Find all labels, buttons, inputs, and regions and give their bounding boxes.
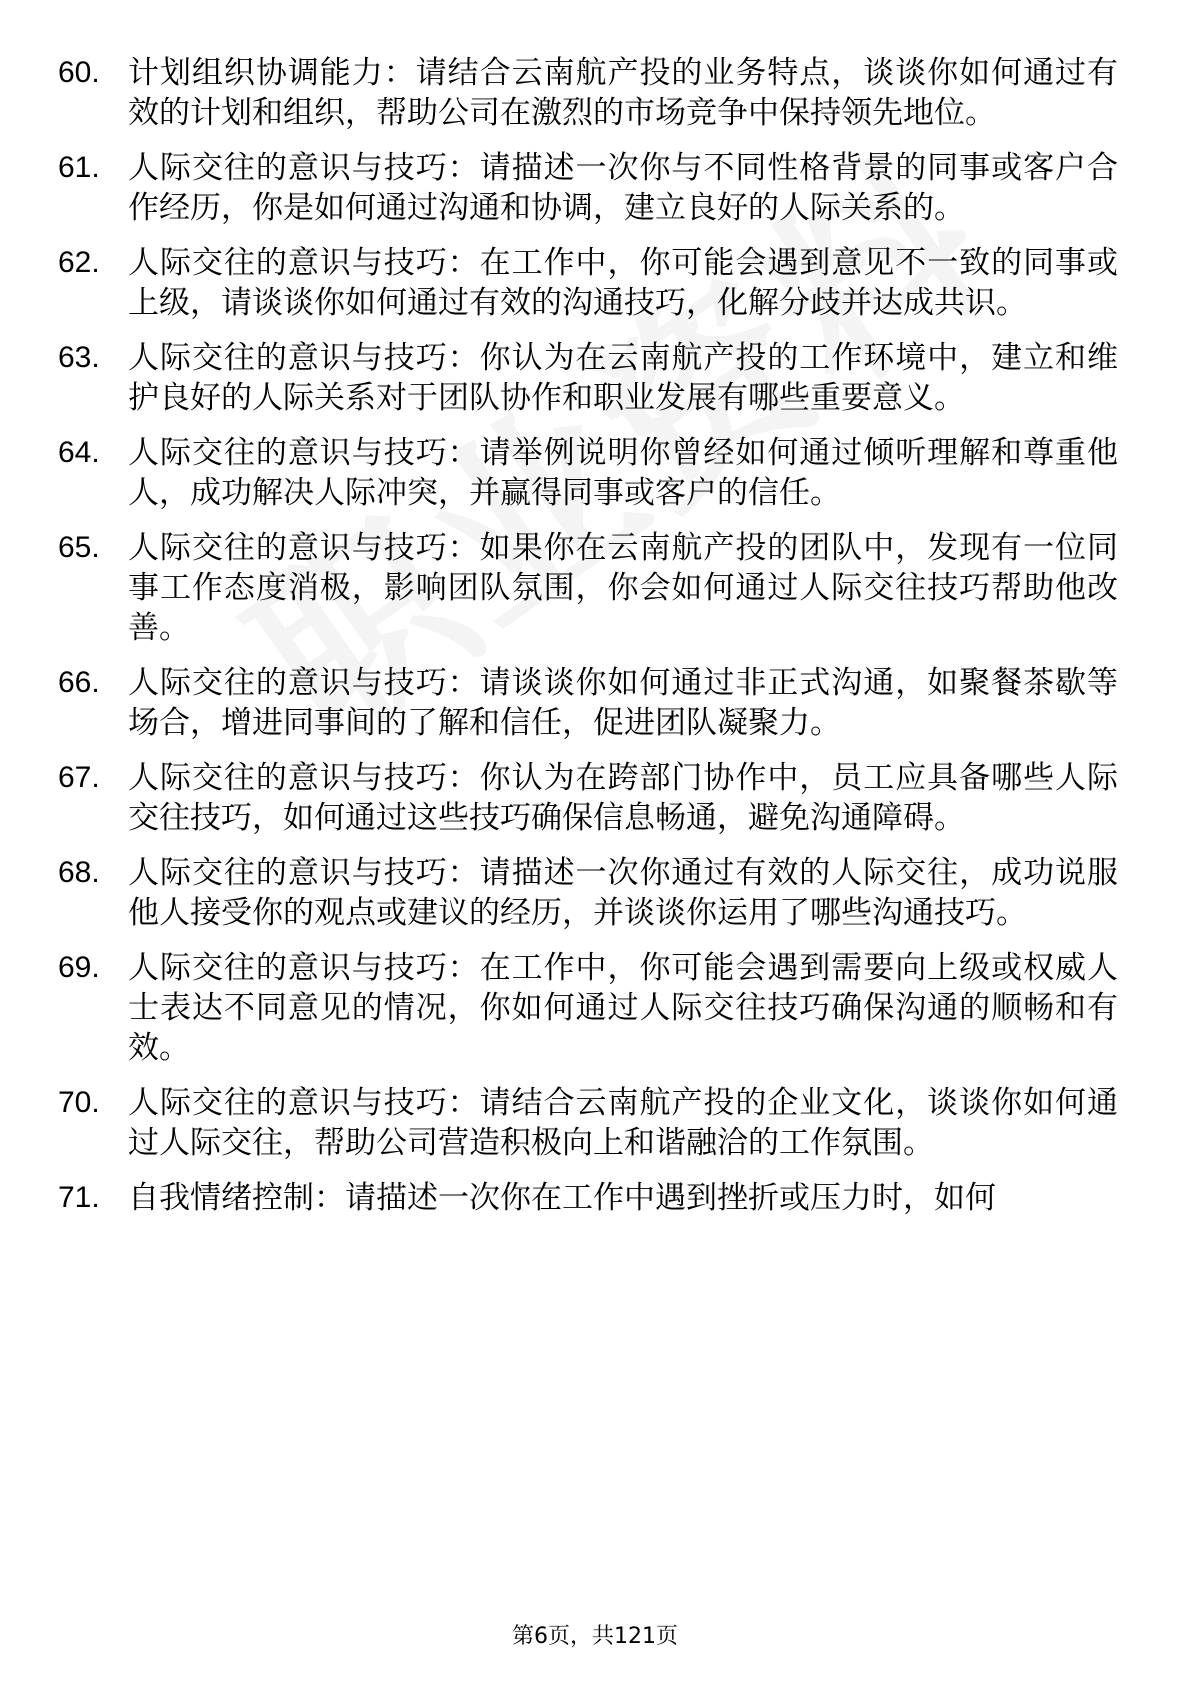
question-item: [58, 1083, 1118, 1163]
question-item: [58, 433, 1118, 513]
question-text: 人际交往的意识与技巧：如果你在云南航产投的团队中，发现有一位同事工作态度消极，影响团队氛围，你会如何通过人际交往技巧帮助他改善。: [128, 530, 1118, 646]
question-text: 计划组织协调能力：请结合云南航产投的业务特点，谈谈你如何通过有效的计划和组织，帮助公司在激烈的市场竞争中保持领先地位。: [128, 55, 1118, 131]
question-number: 66.: [58, 666, 100, 699]
question-text: 人际交往的意识与技巧：请描述一次你与不同性格背景的同事或客户合作经历，你是如何通过沟通和协调，建立良好的人际关系的。: [128, 150, 1118, 226]
question-number: 67.: [58, 761, 100, 794]
question-item: [58, 663, 1118, 743]
question-item: [58, 948, 1118, 1068]
question-number: 69.: [58, 951, 100, 984]
question-item: [58, 1178, 1118, 1218]
question-item: [58, 758, 1118, 838]
question-item: [58, 338, 1118, 418]
question-list: [58, 53, 1118, 1233]
question-item: [58, 243, 1118, 323]
question-text: 人际交往的意识与技巧：请举例说明你曾经如何通过倾听理解和尊重他人，成功解决人际冲突，并赢得同事或客户的信任。: [128, 435, 1118, 511]
question-text: 人际交往的意识与技巧：请谈谈你如何通过非正式沟通，如聚餐茶歇等场合，增进同事间的了解和信任，促进团队凝聚力。: [128, 665, 1118, 741]
question-number: 63.: [58, 341, 100, 374]
question-item: [58, 528, 1118, 648]
question-text: 人际交往的意识与技巧：你认为在跨部门协作中，员工应具备哪些人际交往技巧，如何通过这些技巧确保信息畅通，避免沟通障碍。: [128, 760, 1118, 836]
question-number: 70.: [58, 1086, 100, 1119]
question-number: 62.: [58, 246, 100, 279]
page-footer: 第6页，共121页: [512, 1624, 678, 1649]
question-text: 人际交往的意识与技巧：你认为在云南航产投的工作环境中，建立和维护良好的人际关系对于团队协作和职业发展有哪些重要意义。: [128, 340, 1118, 416]
question-text: 人际交往的意识与技巧：在工作中，你可能会遇到意见不一致的同事或上级，请谈谈你如何通过有效的沟通技巧，化解分歧并达成共识。: [128, 245, 1118, 321]
question-item: [58, 853, 1118, 933]
question-number: 61.: [58, 151, 100, 184]
question-text: 人际交往的意识与技巧：请结合云南航产投的企业文化，谈谈你如何通过人际交往，帮助公司营造积极向上和谐融洽的工作氛围。: [128, 1085, 1118, 1161]
question-text: 人际交往的意识与技巧：请描述一次你通过有效的人际交往，成功说服他人接受你的观点或建议的经历，并谈谈你运用了哪些沟通技巧。: [128, 855, 1118, 931]
question-item: [58, 148, 1118, 228]
question-number: 64.: [58, 436, 100, 469]
question-text: 自我情绪控制：请描述一次你在工作中遇到挫折或压力时，如何: [128, 1180, 996, 1216]
question-text: 人际交往的意识与技巧：在工作中，你可能会遇到需要向上级或权威人士表达不同意见的情况，你如何通过人际交往技巧确保沟通的顺畅和有效。: [128, 950, 1118, 1066]
question-number: 68.: [58, 856, 100, 889]
question-item: [58, 53, 1118, 133]
question-number: 65.: [58, 531, 100, 564]
question-number: 71.: [58, 1181, 100, 1214]
question-number: 60.: [58, 56, 100, 89]
